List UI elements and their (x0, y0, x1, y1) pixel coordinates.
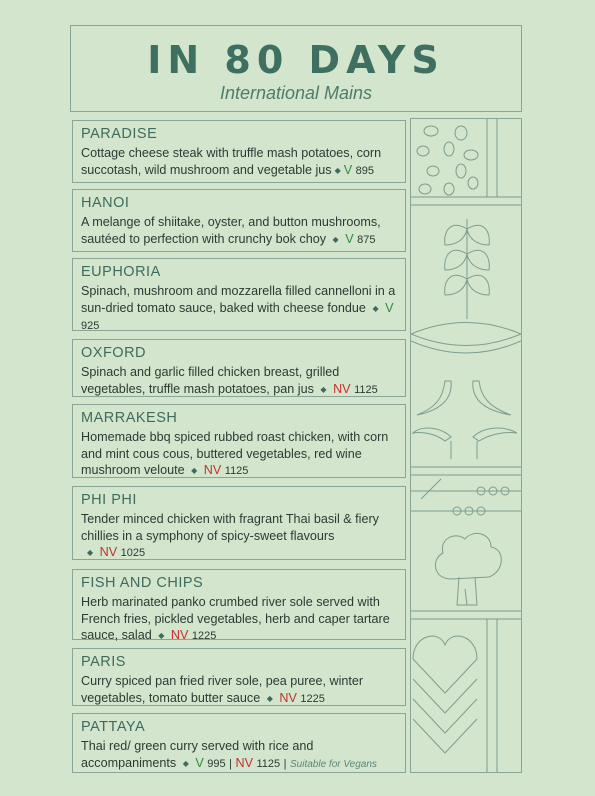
item-name: PATTAYA (81, 719, 146, 735)
menu-item-pattaya (72, 713, 406, 773)
circuit-pattern-icon (411, 479, 521, 515)
item-name: MARRAKESH (81, 410, 178, 426)
leaf-sprig-icon (445, 219, 490, 319)
nonveg-tag: NV (279, 690, 297, 705)
diamond-icon: ◆ (320, 384, 327, 394)
item-price: 1225 (300, 692, 325, 705)
nonveg-tag: NV (99, 545, 118, 560)
diamond-icon: ◆ (372, 303, 379, 313)
veg-tag: V (385, 300, 394, 315)
item-description (81, 429, 405, 480)
item-price: 1125 (354, 383, 378, 396)
item-desc-text: Curry spiced pan fried river sole, pea puree, winter vegetables, tomato butter sauce (81, 674, 364, 705)
item-desc-text: Herb marinated panko crumbed river sole served with French fries, pickled vegetables, herb and caper tartare sauce, salad (81, 595, 390, 643)
item-price: 1125 (224, 465, 249, 478)
item-description (81, 145, 405, 179)
nonveg-tag: NV (203, 463, 222, 478)
item-description (81, 214, 405, 248)
menu-header (70, 25, 522, 112)
diamond-icon: ◆ (182, 758, 189, 768)
item-description (81, 283, 405, 335)
item-name: EUPHORIA (81, 264, 161, 280)
diamond-icon: ◆ (87, 548, 94, 558)
item-desc-text: Spinach and garlic filled chicken breast, grilled vegetables, truffle mash potatoes, pan jus (81, 365, 340, 396)
item-desc-text: Cottage cheese steak with truffle mash potatoes, corn succotash, wild mushroom and vegetable jus (81, 146, 382, 177)
menu-title: IN 80 DAYS (147, 38, 445, 82)
item-name: OXFORD (81, 345, 147, 361)
nonveg-tag: NV (333, 381, 351, 396)
broccoli-icon (435, 533, 501, 605)
menu-item-phi-phi (72, 486, 406, 560)
item-price-nonveg: 1125 (256, 757, 281, 770)
item-price: 895 (355, 164, 375, 177)
decorative-panel (410, 118, 522, 773)
veg-tag: V (345, 231, 354, 246)
vegan-note: Suitable for Vegans (290, 758, 377, 770)
menu-item-paradise (72, 120, 406, 183)
diamond-icon: ◆ (191, 466, 198, 476)
menu-item-oxford (72, 339, 406, 397)
item-desc-text: Spinach, mushroom and mozzarella filled cannelloni in a sun-dried tomato sauce, baked with cheese fondue (81, 284, 396, 315)
item-desc-text: Tender minced chicken with fragrant Thai basil & fiery chillies in a symphony of spicy-sweet flavours (81, 512, 379, 543)
menu-item-euphoria (72, 258, 406, 331)
menu-subtitle: International Mains (219, 83, 373, 103)
chevron-pattern-icon (413, 636, 477, 753)
item-description (81, 594, 405, 645)
veg-tag: V (195, 755, 204, 770)
diamond-icon: ◆ (266, 693, 273, 703)
item-description (81, 738, 405, 773)
item-price: 1025 (120, 547, 146, 560)
menu-item-paris (72, 648, 406, 706)
menu-item-hanoi (72, 189, 406, 252)
item-description (81, 364, 405, 398)
menu-item-fish-and-chips (72, 569, 406, 643)
item-name: HANOI (81, 195, 130, 211)
nonveg-tag: NV (235, 755, 253, 770)
item-description (81, 511, 405, 562)
item-price: 995 (207, 757, 226, 770)
menu-item-marrakesh (72, 404, 406, 478)
botanical-illustration (411, 119, 521, 772)
item-name: PHI PHI (81, 492, 137, 508)
item-name: FISH AND CHIPS (81, 575, 204, 591)
veg-tag: V (343, 162, 353, 177)
chilli-icon (413, 381, 517, 459)
item-desc-text: Thai red/ green curry served with rice and accompaniments (81, 739, 314, 770)
item-desc-text: Homemade bbq spiced rubbed roast chicken, with corn and mint cous cous, buttered vegetables, red wine mushroom veloute (81, 430, 389, 478)
seeds-icon (417, 126, 478, 195)
item-price: 925 (81, 320, 100, 333)
item-name: PARIS (81, 654, 126, 670)
diamond-icon: ◆ (332, 234, 339, 244)
item-description (81, 673, 405, 707)
item-name: PARADISE (81, 126, 158, 142)
item-price: 1225 (191, 630, 217, 643)
separator: | (283, 757, 287, 770)
diamond-icon: ◆ (334, 165, 341, 175)
separator: | (229, 757, 232, 770)
item-price: 875 (357, 233, 376, 246)
nonveg-tag: NV (170, 628, 189, 643)
diamond-icon: ◆ (158, 631, 165, 641)
item-desc-text: A melange of shiitake, oyster, and button mushrooms, sautéed to perfection with crunchy bok choy (81, 215, 381, 246)
